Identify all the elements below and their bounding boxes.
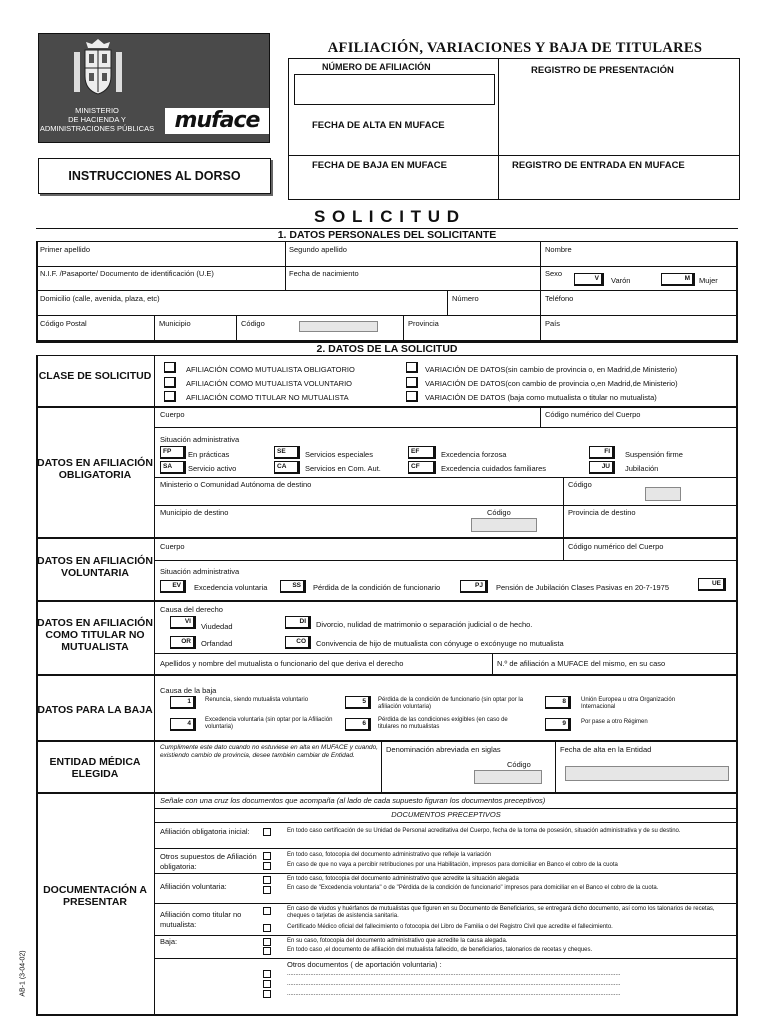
- doc-text: En caso de "Excedencia voluntaria" o de "Pérdida de la condición de funcionario" impresos para domiciliar en el Banco el cobro de la cuota.: [287, 885, 659, 891]
- divider: [540, 408, 541, 427]
- causa-option: Orfandad: [201, 639, 233, 648]
- section-1-header: 1. DATOS PERSONALES DEL SOLICITANTE: [36, 228, 738, 242]
- doc-text: En su caso, fotocopia del documento administrativo que acredite la causa alegada.: [287, 938, 508, 944]
- divider: [154, 653, 738, 654]
- divider: [381, 742, 382, 792]
- doc-checkbox[interactable]: [263, 828, 271, 836]
- no-mutualista-label: DATOS EN AFILIACIÓN COMO TITULAR NO MUTUALISTA: [37, 617, 153, 653]
- codigo-label: Código: [487, 508, 511, 517]
- doc-text: Certificado Médico oficial del fallecimiento o fotocopia del Libro de Familia o del Registro Civil que acredite el fallecimiento.: [287, 924, 613, 930]
- fecha-alta-entidad-field[interactable]: [565, 766, 729, 781]
- divider: [36, 740, 738, 742]
- situacion-option: Pérdida de la condición de funcionario: [313, 583, 441, 592]
- di-checkbox[interactable]: DI: [285, 616, 311, 629]
- varon-checkbox[interactable]: V: [574, 273, 604, 286]
- instructions-box: INSTRUCCIONES AL DORSO: [38, 158, 271, 194]
- clase-option: VARIACIÓN DE DATOS (baja como mutualista o titular no mutualista): [425, 393, 657, 402]
- doc-checkbox[interactable]: [263, 862, 271, 870]
- situacion-option: Servicios en Com. Aut.: [305, 464, 381, 473]
- vi-checkbox[interactable]: VI: [170, 616, 196, 629]
- codigo-ministerio-field[interactable]: [645, 487, 681, 501]
- variacion-sin-cambio-checkbox[interactable]: [406, 362, 418, 373]
- situacion-option: Servicio activo: [188, 464, 237, 473]
- fecha-baja-label: FECHA DE BAJA EN MUFACE: [312, 160, 447, 171]
- ss-checkbox[interactable]: SS: [280, 580, 306, 593]
- doc-row-label: Afiliación obligatoria inicial:: [160, 827, 250, 836]
- coat-of-arms-icon: [68, 38, 128, 100]
- clase-option: VARIACIÓN DE DATOS(sin cambio de provincia o, en Madrid,de Ministerio): [425, 365, 678, 374]
- ministry-line: MINISTERIO: [75, 106, 119, 115]
- ef-checkbox[interactable]: EF: [408, 446, 436, 459]
- doc-checkbox[interactable]: [263, 938, 271, 946]
- segundo-apellido-label: Segundo apellido: [289, 245, 347, 254]
- divider: [563, 477, 564, 537]
- nombre-label: Nombre: [545, 245, 572, 254]
- ev-checkbox[interactable]: EV: [160, 580, 186, 593]
- divider: [36, 674, 738, 676]
- baja-option: Por pase a otro Régimen: [581, 719, 648, 725]
- afiliacion-obligatorio-checkbox[interactable]: [164, 362, 176, 373]
- pais-label: País: [545, 319, 561, 328]
- variacion-con-cambio-checkbox[interactable]: [406, 377, 418, 388]
- divider: [154, 848, 738, 849]
- baja-option: Excedencia voluntaria (sin optar por la Afiliación voluntaria): [205, 717, 333, 730]
- divider: [563, 539, 564, 560]
- divider: [154, 822, 738, 823]
- divider: [540, 242, 541, 340]
- baja-option: Unión Europea u otra Organización Internacional: [581, 697, 676, 710]
- documentacion-label: DOCUMENTACIÓN A PRESENTAR: [43, 884, 147, 908]
- doc-row-label: Baja:: [160, 937, 178, 946]
- clase-option: AFILIACIÓN COMO MUTUALISTA VOLUNTARIO: [186, 379, 352, 388]
- municipio-label: Municipio: [159, 319, 191, 328]
- divider: [154, 477, 738, 478]
- situacion-option: Pensión de Jubilación Clases Pasivas en 20-7-1975: [496, 583, 670, 592]
- causa-derecho-label: Causa del derecho: [160, 605, 223, 614]
- codigo-label: Código: [507, 760, 531, 769]
- numero-afiliacion-label: NÚMERO DE AFILIACIÓN: [322, 62, 431, 72]
- doc-text: En todo caso, fotocopia del documento administrativo que acredite la situación alegada: [287, 876, 519, 882]
- provincia-destino-label: Provincia de destino: [568, 508, 636, 517]
- divider: [154, 873, 738, 874]
- form-code: AB-1 (3-04-02): [19, 950, 27, 997]
- doc-checkbox[interactable]: [263, 886, 271, 894]
- situacion-option: Excedencia cuidados familiares: [441, 464, 547, 473]
- divider: [492, 653, 493, 674]
- doc-row-label: Afiliación como titular no mutualista:: [160, 910, 242, 930]
- co-checkbox[interactable]: CO: [285, 636, 311, 649]
- clase-option: VARIACIÓN DE DATOS(con cambio de provincia o,en Madrid,de Ministerio): [425, 379, 678, 388]
- baja-option: Pérdida de la condición de funcionario (sin optar por la afiliación voluntaria): [378, 697, 524, 710]
- situacion-option: En prácticas: [188, 450, 230, 459]
- otros-documentos-label: Otros documentos ( de aportación voluntaria) :: [287, 960, 442, 969]
- codigo-label: Código: [568, 480, 592, 489]
- cf-checkbox[interactable]: CF: [408, 461, 436, 474]
- doc-checkbox[interactable]: [263, 980, 271, 988]
- causa-option: Viudedad: [201, 622, 233, 631]
- cuerpo-label: Cuerpo: [160, 542, 185, 551]
- registro-presentacion-label: REGISTRO DE PRESENTACIÓN: [531, 65, 674, 76]
- baja-4-checkbox[interactable]: 4: [170, 718, 196, 731]
- situacion-option: Suspensión firme: [625, 450, 683, 459]
- doc-checkbox[interactable]: [263, 947, 271, 955]
- fi-checkbox[interactable]: FI: [589, 446, 615, 459]
- divider: [447, 290, 448, 315]
- otros-documentos-line[interactable]: ........................................................................................................................................................................................................: [287, 971, 621, 977]
- fecha-alta-entidad-label: Fecha de alta en la Entidad: [560, 745, 652, 754]
- ju-checkbox[interactable]: JU: [589, 461, 615, 474]
- divider: [36, 600, 738, 602]
- domicilio-label: Domicilio (calle, avenida, plaza, etc): [40, 294, 160, 303]
- documentos-preceptivos-header: DOCUMENTOS PRECEPTIVOS: [391, 810, 501, 819]
- section-2-header: 2. DATOS DE LA SOLICITUD: [36, 342, 738, 356]
- denominacion-label: Denominación abreviada en siglas: [386, 745, 501, 754]
- pj-checkbox[interactable]: PJ: [460, 580, 488, 593]
- doc-checkbox[interactable]: [263, 970, 271, 978]
- fp-checkbox[interactable]: FP: [160, 446, 186, 459]
- doc-text: En caso de viudos y huérfanos de mutualistas que figuren en su Documento de Beneficiarios, se entregará dicho documento, así como los talonarios de recetas, cheques o tarjetas de asistencia sanitaria.: [287, 906, 715, 919]
- ministerio-label: Ministerio o Comunidad Autónoma de destino: [160, 480, 312, 489]
- divider: [288, 155, 740, 156]
- divider: [154, 808, 738, 809]
- apellidos-mutualista-label: Apellidos y nombre del mutualista o funcionario del que deriva el derecho: [160, 659, 404, 668]
- mujer-checkbox[interactable]: M: [661, 273, 695, 286]
- doc-checkbox[interactable]: [263, 924, 271, 932]
- situacion-label: Situación administrativa: [160, 435, 240, 444]
- divider: [154, 505, 738, 506]
- situacion-option: Jubilación: [625, 464, 659, 473]
- codigo-municipio-field[interactable]: [299, 321, 378, 332]
- se-checkbox[interactable]: SE: [274, 446, 300, 459]
- provincia-label: Provincia: [408, 319, 439, 328]
- obligatoria-label: DATOS EN AFILIACIÓN OBLIGATORIA: [37, 457, 153, 481]
- causa-baja-label: Causa de la baja: [160, 686, 217, 695]
- sexo-label: Sexo: [545, 269, 563, 278]
- divider: [154, 903, 738, 904]
- codigo-cuerpo-label: Código numérico del Cuerpo: [568, 542, 664, 551]
- clase-option: AFILIACIÓN COMO MUTUALISTA OBLIGATORIO: [186, 365, 355, 374]
- ministry-name: [38, 106, 156, 133]
- divider: [403, 315, 404, 340]
- entidad-label: ENTIDAD MÉDICA ELEGIDA: [49, 756, 141, 780]
- otros-documentos-line[interactable]: ........................................................................................................................................................................................................: [287, 981, 621, 987]
- divider: [154, 356, 155, 1016]
- doc-text: En todo caso ,el documento de afiliación del mutualista fallecido, de beneficiarios, talonarios de recetas y cheques.: [287, 947, 593, 953]
- baja-9-checkbox[interactable]: 9: [545, 718, 571, 731]
- solicitud-title: S O L I C I T U D: [313, 207, 461, 226]
- nif-label: N.I.F. /Pasaporte/ Documento de identificación (U.E): [40, 269, 214, 278]
- divider: [36, 315, 738, 316]
- varon-label: Varón: [611, 276, 631, 285]
- muface-logo: muface: [165, 108, 269, 134]
- divider: [498, 58, 499, 200]
- doc-text: En caso de que no vaya a percibir retribuciones por una Habilitación, impresos para domiciliar en Banco el cobro de la cuota: [287, 862, 618, 868]
- ministry-line: ADMINISTRACIONES PÚBLICAS: [39, 124, 155, 133]
- doc-text: En todo caso, fotocopia del documento administrativo que refleje la variación: [287, 852, 492, 858]
- codigo-municipio-destino-field[interactable]: [471, 518, 537, 532]
- baja-5-checkbox[interactable]: 5: [345, 696, 371, 709]
- codigo-postal-label: Código Postal: [40, 319, 87, 328]
- primer-apellido-label: Primer apellido: [40, 245, 91, 254]
- doc-checkbox[interactable]: [263, 876, 271, 884]
- municipio-destino-label: Municipio de destino: [160, 508, 229, 517]
- cuerpo-label: Cuerpo: [160, 410, 185, 419]
- codigo-cuerpo-label: Código numérico del Cuerpo: [545, 410, 641, 419]
- situacion-label: Situación administrativa: [160, 567, 240, 576]
- variacion-baja-checkbox[interactable]: [406, 391, 418, 402]
- divider: [154, 427, 738, 428]
- doc-checkbox[interactable]: [263, 990, 271, 998]
- fecha-alta-label: FECHA DE ALTA EN MUFACE: [312, 120, 445, 131]
- afiliacion-voluntario-checkbox[interactable]: [164, 377, 176, 388]
- causa-option: Divorcio, nulidad de matrimonio o separación judicial o de hecho.: [316, 620, 533, 629]
- doc-row-label: Afiliación voluntaria:: [160, 882, 227, 891]
- causa-option: Convivencia de hijo de mutualista con cónyuge o excónyuge no mutualista: [316, 639, 564, 648]
- divider: [36, 537, 738, 539]
- divider: [236, 315, 237, 340]
- registro-entrada-label: REGISTRO DE ENTRADA EN MUFACE: [512, 160, 685, 171]
- ca-checkbox[interactable]: CA: [274, 461, 300, 474]
- otros-documentos-line[interactable]: ........................................................................................................................................................................................................: [287, 991, 621, 997]
- numero-afiliacion-mutualista-label: N.º de afiliación a MUFACE del mismo, en su caso: [497, 659, 666, 668]
- baja-6-checkbox[interactable]: 6: [345, 718, 371, 731]
- divider: [154, 935, 738, 936]
- divider: [36, 290, 738, 291]
- divider: [36, 406, 738, 408]
- divider: [154, 315, 155, 340]
- mujer-label: Mujer: [699, 276, 718, 285]
- codigo-entidad-field[interactable]: [474, 770, 542, 784]
- numero-label: Número: [452, 294, 479, 303]
- baja-1-checkbox[interactable]: 1: [170, 696, 196, 709]
- voluntaria-label: DATOS EN AFILIACIÓN VOLUNTARIA: [37, 555, 153, 579]
- situacion-option: Excedencia voluntaria: [194, 583, 268, 592]
- afiliacion-no-mutualista-checkbox[interactable]: [164, 391, 176, 402]
- divider: [36, 266, 738, 267]
- numero-afiliacion-field[interactable]: [294, 74, 495, 105]
- form-title: AFILIACIÓN, VARIACIONES Y BAJA DE TITULARES: [327, 40, 703, 56]
- clase-solicitud-label: CLASE DE SOLICITUD: [38, 370, 152, 382]
- sa-checkbox[interactable]: SA: [160, 461, 186, 474]
- documentacion-intro: Señale con una cruz los documentos que acompaña (al lado de cada supuesto figuran los documentos preceptivos): [160, 796, 546, 805]
- ue-checkbox[interactable]: UE: [698, 578, 726, 591]
- divider: [154, 560, 738, 561]
- telefono-label: Teléfono: [545, 294, 574, 303]
- or-checkbox[interactable]: OR: [170, 636, 196, 649]
- doc-text: En todo caso certificación de su Unidad de Personal acreditativa del Cuerpo, fecha de la toma de posesión, situación administrativa y de su destino.: [287, 828, 681, 834]
- baja-option: Renuncia, siendo mutualista voluntario: [205, 697, 309, 703]
- divider: [285, 242, 286, 290]
- codigo-label: Código: [241, 319, 265, 328]
- divider: [22, 228, 23, 1016]
- clase-option: AFILIACIÓN COMO TITULAR NO MUTUALISTA: [186, 393, 349, 402]
- baja-option: Pérdida de las condiciones exigibles (en caso de titulares no mutualistas: [378, 717, 508, 730]
- doc-row-label: Otros supuestos de Afiliación obligatoria:: [160, 852, 257, 872]
- divider: [555, 742, 556, 792]
- divider: [154, 958, 738, 959]
- divider: [36, 792, 738, 794]
- fecha-nacimiento-label: Fecha de nacimiento: [289, 269, 359, 278]
- doc-checkbox[interactable]: [263, 907, 271, 915]
- baja-label: DATOS PARA LA BAJA: [37, 704, 153, 716]
- ministry-line: DE HACIENDA Y: [68, 115, 126, 124]
- situacion-option: Servicios especiales: [305, 450, 373, 459]
- doc-checkbox[interactable]: [263, 852, 271, 860]
- baja-8-checkbox[interactable]: 8: [545, 696, 571, 709]
- entidad-nota: Cumplimente este dato cuando no estuviese en alta en MUFACE y cuando, existiendo cambio de provincia, desee también cambiar de Entidad.: [160, 744, 378, 759]
- situacion-option: Excedencia forzosa: [441, 450, 507, 459]
